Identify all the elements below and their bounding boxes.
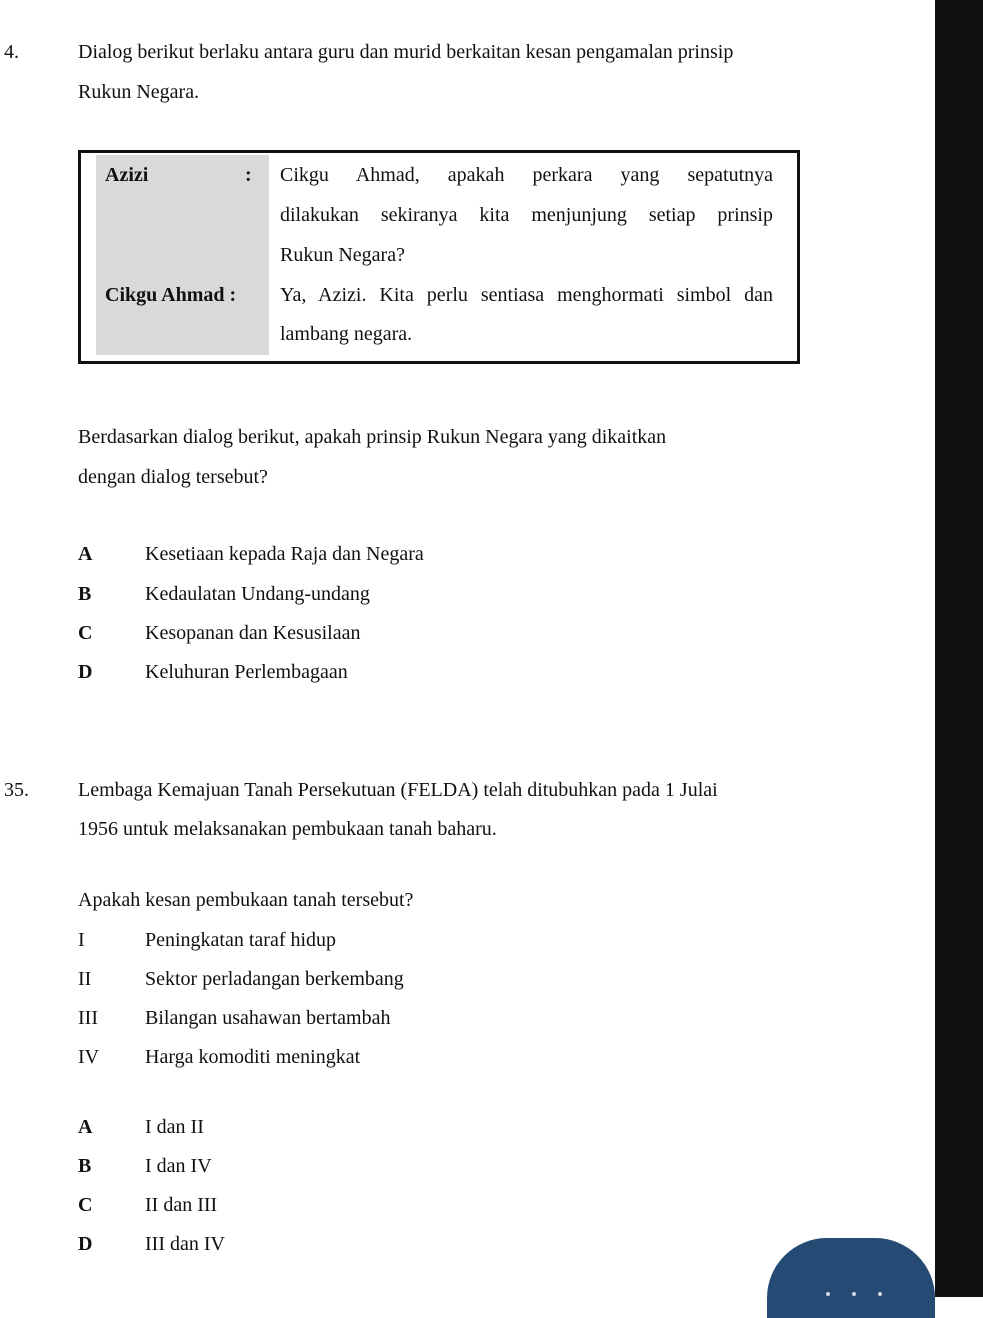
q35-statement-4-numeral: IV (78, 1046, 100, 1068)
question-35-number: 35. (4, 779, 29, 801)
speech-azizi-line3: Rukun Negara? (280, 244, 405, 266)
q35-statement-3-text: Bilangan usahawan bertambah (145, 1007, 391, 1029)
q34-option-a-letter: A (78, 543, 93, 565)
q34-option-a-text: Kesetiaan kepada Raja dan Negara (145, 543, 424, 565)
q35-option-d-letter: D (78, 1233, 93, 1255)
q35-statement-4-text: Harga komoditi meningkat (145, 1046, 361, 1068)
q34-option-b-letter: B (78, 583, 92, 605)
q35-statement-3-numeral: III (78, 1007, 98, 1029)
floating-action-button[interactable] (767, 1238, 935, 1318)
q35-option-b-text: I dan IV (145, 1155, 212, 1177)
q35-option-b-letter: B (78, 1155, 92, 1177)
right-edge-strip (935, 0, 983, 1297)
question-34-ask-line1: Berdasarkan dialog berikut, apakah prinsip Rukun Negara yang dikaitkan (78, 426, 667, 448)
q35-option-c-letter: C (78, 1194, 93, 1216)
q35-statement-2-text: Sektor perladangan berkembang (145, 968, 404, 990)
q35-option-c-text: II dan III (145, 1194, 218, 1216)
question-34-ask-line2: dengan dialog tersebut? (78, 466, 268, 488)
q34-option-b-text: Kedaulatan Undang-undang (145, 583, 370, 605)
q35-statement-2-numeral: II (78, 968, 92, 990)
question-35-stem-line2: 1956 untuk melaksanakan pembukaan tanah baharu. (78, 818, 497, 840)
q35-statement-1-text: Peningkatan taraf hidup (145, 929, 337, 951)
speech-cikgu-line2: lambang negara. (280, 323, 413, 345)
speech-cikgu-line1: Ya, Azizi. Kita perlu sentiasa menghormati simbol dan (280, 284, 773, 306)
question-35-ask: Apakah kesan pembukaan tanah tersebut? (78, 889, 414, 911)
speaker-cikgu-ahmad: Cikgu Ahmad : (105, 284, 237, 306)
question-34-number: 4. (4, 41, 19, 63)
question-34-stem-line2: Rukun Negara. (78, 81, 200, 103)
speech-azizi-line2: dilakukan sekiranya kita menjunjung setiap prinsip (280, 204, 773, 226)
q34-option-c-letter: C (78, 622, 93, 644)
more-dots-icon (826, 1292, 886, 1296)
q34-option-c-text: Kesopanan dan Kesusilaan (145, 622, 361, 644)
q34-option-d-letter: D (78, 661, 93, 683)
question-34-stem-line1: Dialog berikut berlaku antara guru dan murid berkaitan kesan pengamalan prinsip (78, 41, 734, 63)
speaker-azizi: Azizi (105, 164, 149, 186)
speech-azizi-line1: Cikgu Ahmad, apakah perkara yang sepatutnya (280, 164, 773, 186)
speaker-colon: : (245, 164, 252, 186)
q35-statement-1-numeral: I (78, 929, 85, 951)
q35-option-a-text: I dan II (145, 1116, 204, 1138)
q35-option-a-letter: A (78, 1116, 93, 1138)
q34-option-d-text: Keluhuran Perlembagaan (145, 661, 348, 683)
q35-option-d-text: III dan IV (145, 1233, 225, 1255)
question-35-stem-line1: Lembaga Kemajuan Tanah Persekutuan (FELDA) telah ditubuhkan pada 1 Julai (78, 779, 718, 801)
